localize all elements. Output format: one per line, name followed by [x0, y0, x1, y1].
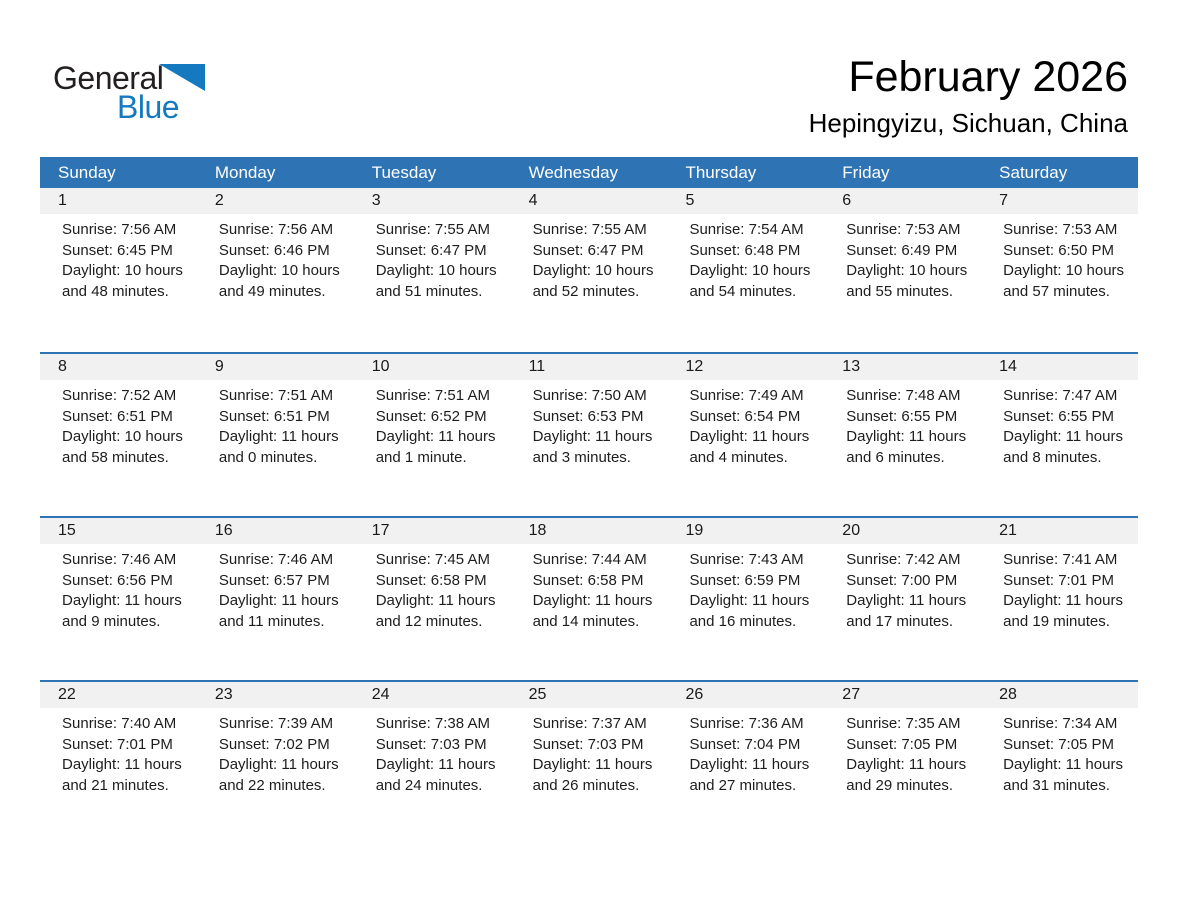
- day-number: 8: [58, 358, 67, 375]
- daylight-text: and 4 minutes.: [689, 448, 788, 466]
- day-cell: [667, 214, 824, 302]
- sunrise-text: Sunrise: 7:38 AM: [375, 715, 490, 732]
- day-number: 28: [999, 686, 1017, 703]
- day-number: 21: [999, 522, 1017, 539]
- daylight-text: Daylight: 10 hours: [532, 262, 654, 279]
- sunrise-text: Sunrise: 7:36 AM: [689, 715, 804, 732]
- daylight-text: and 0 minutes.: [218, 448, 318, 466]
- calendar-table: [40, 157, 1138, 844]
- daylight-text: Daylight: 10 hours: [62, 428, 183, 445]
- daylight-text: Daylight: 11 hours: [218, 592, 339, 609]
- sunrise-text: Sunrise: 7:45 AM: [375, 551, 490, 568]
- day-number: 15: [58, 522, 76, 539]
- day-number: 7: [999, 192, 1009, 209]
- sunset-text: Sunset: 7:05 PM: [846, 735, 958, 753]
- day-number: 12: [685, 358, 704, 375]
- sunrise-text: Sunrise: 7:41 AM: [1003, 551, 1118, 568]
- weeks-container: [40, 188, 1138, 844]
- sunrise-text: Sunrise: 7:55 AM: [375, 221, 490, 238]
- sunset-text: Sunset: 6:56 PM: [62, 571, 173, 589]
- day-cell: [511, 214, 668, 302]
- day-cell: [824, 380, 981, 468]
- weekday-cell: Thursday: [685, 162, 757, 182]
- daylight-text: and 3 minutes.: [532, 448, 631, 466]
- day-cell: [981, 380, 1138, 468]
- sunset-text: Sunset: 7:02 PM: [218, 735, 330, 753]
- daylight-text: and 17 minutes.: [846, 612, 954, 630]
- daylight-text: and 21 minutes.: [62, 776, 169, 794]
- daylight-text: Daylight: 11 hours: [1003, 592, 1123, 609]
- day-number: 13: [842, 358, 861, 375]
- day-number: 25: [528, 686, 547, 703]
- day-number: 23: [214, 686, 233, 703]
- sunset-text: Sunset: 6:45 PM: [62, 241, 173, 259]
- daylight-text: Daylight: 11 hours: [218, 756, 339, 773]
- weekday-cell: Sunday: [58, 162, 116, 182]
- logo-text-blue: Blue: [117, 89, 180, 125]
- sunrise-text: Sunrise: 7:42 AM: [846, 551, 961, 568]
- page-title: February 2026: [848, 53, 1128, 101]
- sunset-text: Sunset: 7:00 PM: [846, 571, 958, 589]
- daylight-text: and 31 minutes.: [1003, 776, 1110, 794]
- day-number: 26: [685, 686, 704, 703]
- daylight-text: Daylight: 10 hours: [218, 262, 340, 279]
- day-cell: [824, 708, 981, 796]
- day-cell: [197, 544, 354, 632]
- sunset-text: Sunset: 6:50 PM: [1003, 241, 1115, 259]
- sunrise-text: Sunrise: 7:55 AM: [532, 221, 647, 238]
- weekday-cell: Wednesday: [528, 162, 619, 182]
- day-cell: [197, 214, 354, 302]
- day-number: 9: [214, 358, 224, 375]
- week-content-row: [40, 214, 1138, 302]
- sunrise-text: Sunrise: 7:51 AM: [218, 387, 334, 404]
- sunrise-text: Sunrise: 7:44 AM: [532, 551, 647, 568]
- logo-text-general: General: [53, 60, 164, 96]
- day-number: 19: [685, 522, 704, 539]
- sunset-text: Sunset: 6:46 PM: [218, 241, 330, 259]
- day-cell: [981, 708, 1138, 796]
- day-number: 6: [842, 192, 852, 209]
- sunset-text: Sunset: 6:57 PM: [218, 571, 330, 589]
- day-cell: [40, 380, 197, 468]
- daylight-text: and 51 minutes.: [375, 282, 483, 300]
- daylight-text: Daylight: 11 hours: [689, 756, 810, 773]
- weekday-cell: Tuesday: [371, 162, 437, 182]
- sunrise-text: Sunrise: 7:43 AM: [689, 551, 804, 568]
- sunset-text: Sunset: 6:55 PM: [846, 407, 958, 425]
- week-row: [40, 352, 1138, 516]
- day-cell: [511, 544, 668, 632]
- sunrise-text: Sunrise: 7:46 AM: [218, 551, 334, 568]
- daylight-text: Daylight: 11 hours: [532, 428, 653, 445]
- week-row: [40, 680, 1138, 844]
- sunrise-text: Sunrise: 7:49 AM: [689, 387, 804, 404]
- daylight-text: and 22 minutes.: [218, 776, 326, 794]
- daylight-text: and 14 minutes.: [532, 612, 640, 630]
- daylight-text: Daylight: 11 hours: [846, 756, 967, 773]
- sunrise-text: Sunrise: 7:39 AM: [218, 715, 334, 732]
- day-number: 22: [58, 686, 76, 703]
- day-cell: [667, 380, 824, 468]
- day-cell: [354, 544, 511, 632]
- sunrise-text: Sunrise: 7:37 AM: [532, 715, 647, 732]
- day-number: 5: [685, 192, 695, 209]
- sunrise-text: Sunrise: 7:48 AM: [846, 387, 961, 404]
- weekday-cell: Friday: [842, 162, 890, 182]
- day-number: 1: [58, 192, 67, 209]
- daylight-text: and 9 minutes.: [62, 612, 161, 630]
- day-number-band: [40, 518, 1138, 544]
- weekday-cell: Saturday: [999, 162, 1068, 182]
- day-cell: [824, 214, 981, 302]
- sunrise-text: Sunrise: 7:50 AM: [532, 387, 647, 404]
- day-number-band: [40, 682, 1138, 708]
- day-number: 20: [842, 522, 861, 539]
- sunset-text: Sunset: 6:52 PM: [375, 407, 487, 425]
- day-cell: [354, 380, 511, 468]
- sunset-text: Sunset: 7:05 PM: [1003, 735, 1115, 753]
- daylight-text: Daylight: 11 hours: [1003, 428, 1123, 445]
- day-cell: [354, 214, 511, 302]
- day-cell: [40, 544, 197, 632]
- sunset-text: Sunset: 7:03 PM: [532, 735, 644, 753]
- sunset-text: Sunset: 6:55 PM: [1003, 407, 1115, 425]
- sunrise-text: Sunrise: 7:40 AM: [62, 715, 177, 732]
- sunset-text: Sunset: 6:51 PM: [62, 407, 173, 425]
- daylight-text: and 8 minutes.: [1003, 448, 1102, 466]
- week-row: [40, 516, 1138, 680]
- week-content-row: [40, 544, 1138, 632]
- day-cell: [981, 214, 1138, 302]
- daylight-text: and 1 minute.: [375, 448, 467, 466]
- sunrise-text: Sunrise: 7:47 AM: [1003, 387, 1118, 404]
- day-cell: [667, 544, 824, 632]
- sunset-text: Sunset: 6:54 PM: [689, 407, 801, 425]
- day-number: 4: [528, 192, 538, 209]
- daylight-text: Daylight: 10 hours: [689, 262, 811, 279]
- daylight-text: and 48 minutes.: [62, 282, 169, 300]
- week-row: [40, 188, 1138, 352]
- day-cell: [981, 544, 1138, 632]
- sunrise-text: Sunrise: 7:52 AM: [62, 387, 177, 404]
- daylight-text: and 57 minutes.: [1003, 282, 1110, 300]
- day-number: 2: [214, 192, 224, 209]
- daylight-text: Daylight: 11 hours: [62, 592, 182, 609]
- page-location: Hepingyizu, Sichuan, China: [808, 108, 1128, 138]
- sunset-text: Sunset: 7:01 PM: [1003, 571, 1115, 589]
- sunset-text: Sunset: 6:49 PM: [846, 241, 958, 259]
- daylight-text: and 12 minutes.: [375, 612, 483, 630]
- daylight-text: Daylight: 11 hours: [375, 592, 496, 609]
- daylight-text: and 55 minutes.: [846, 282, 954, 300]
- daylight-text: and 6 minutes.: [846, 448, 945, 466]
- daylight-text: Daylight: 11 hours: [689, 428, 810, 445]
- daylight-text: and 54 minutes.: [689, 282, 797, 300]
- day-cell: [354, 708, 511, 796]
- logo: [53, 62, 223, 124]
- daylight-text: and 16 minutes.: [689, 612, 797, 630]
- daylight-text: Daylight: 11 hours: [62, 756, 182, 773]
- weekday-header: [40, 157, 1138, 188]
- daylight-text: and 24 minutes.: [375, 776, 483, 794]
- daylight-text: Daylight: 10 hours: [375, 262, 497, 279]
- daylight-text: and 29 minutes.: [846, 776, 954, 794]
- daylight-text: and 19 minutes.: [1003, 612, 1110, 630]
- sunset-text: Sunset: 6:48 PM: [689, 241, 801, 259]
- daylight-text: and 27 minutes.: [689, 776, 797, 794]
- day-number: 27: [842, 686, 861, 703]
- day-number: 14: [999, 358, 1017, 375]
- sunset-text: Sunset: 6:59 PM: [689, 571, 801, 589]
- sunset-text: Sunset: 7:03 PM: [375, 735, 487, 753]
- sunrise-text: Sunrise: 7:53 AM: [1003, 221, 1118, 238]
- sunset-text: Sunset: 6:47 PM: [375, 241, 487, 259]
- day-cell: [824, 544, 981, 632]
- sunrise-text: Sunrise: 7:46 AM: [62, 551, 177, 568]
- day-cell: [197, 380, 354, 468]
- daylight-text: Daylight: 11 hours: [1003, 756, 1123, 773]
- day-number: 3: [371, 192, 381, 209]
- week-content-row: [40, 380, 1138, 468]
- weekday-cell: Monday: [214, 162, 276, 182]
- day-cell: [197, 708, 354, 796]
- daylight-text: Daylight: 11 hours: [532, 756, 653, 773]
- sunrise-text: Sunrise: 7:51 AM: [375, 387, 490, 404]
- daylight-text: and 11 minutes.: [218, 612, 325, 630]
- day-number-band: [40, 354, 1138, 380]
- daylight-text: Daylight: 10 hours: [1003, 262, 1125, 279]
- day-number: 10: [371, 358, 390, 375]
- sunrise-text: Sunrise: 7:56 AM: [218, 221, 334, 238]
- logo-triangle-icon: [159, 64, 205, 91]
- sunrise-text: Sunrise: 7:53 AM: [846, 221, 961, 238]
- daylight-text: Daylight: 11 hours: [218, 428, 339, 445]
- day-cell: [40, 214, 197, 302]
- daylight-text: and 26 minutes.: [532, 776, 640, 794]
- sunrise-text: Sunrise: 7:54 AM: [689, 221, 804, 238]
- sunset-text: Sunset: 7:04 PM: [689, 735, 801, 753]
- sunrise-text: Sunrise: 7:34 AM: [1003, 715, 1118, 732]
- day-number: 11: [528, 358, 546, 375]
- sunrise-text: Sunrise: 7:35 AM: [846, 715, 961, 732]
- sunset-text: Sunset: 7:01 PM: [62, 735, 173, 753]
- day-cell: [511, 708, 668, 796]
- sunrise-text: Sunrise: 7:56 AM: [62, 221, 177, 238]
- day-cell: [667, 708, 824, 796]
- sunset-text: Sunset: 6:53 PM: [532, 407, 644, 425]
- day-number: 17: [371, 522, 390, 539]
- daylight-text: Daylight: 11 hours: [375, 756, 496, 773]
- daylight-text: and 58 minutes.: [62, 448, 169, 466]
- daylight-text: and 49 minutes.: [218, 282, 326, 300]
- sunset-text: Sunset: 6:51 PM: [218, 407, 330, 425]
- daylight-text: Daylight: 11 hours: [532, 592, 653, 609]
- day-cell: [40, 708, 197, 796]
- daylight-text: Daylight: 10 hours: [846, 262, 968, 279]
- day-number: 18: [528, 522, 547, 539]
- sunset-text: Sunset: 6:47 PM: [532, 241, 644, 259]
- day-number-band: [40, 188, 1138, 214]
- daylight-text: and 52 minutes.: [532, 282, 640, 300]
- daylight-text: Daylight: 11 hours: [375, 428, 496, 445]
- sunset-text: Sunset: 6:58 PM: [375, 571, 487, 589]
- daylight-text: Daylight: 11 hours: [689, 592, 810, 609]
- day-cell: [511, 380, 668, 468]
- day-number: 16: [214, 522, 233, 539]
- sunset-text: Sunset: 6:58 PM: [532, 571, 644, 589]
- header-titles: [809, 53, 1128, 138]
- daylight-text: Daylight: 10 hours: [62, 262, 183, 279]
- daylight-text: Daylight: 11 hours: [846, 428, 967, 445]
- day-number: 24: [371, 686, 390, 703]
- week-content-row: [40, 708, 1138, 796]
- daylight-text: Daylight: 11 hours: [846, 592, 967, 609]
